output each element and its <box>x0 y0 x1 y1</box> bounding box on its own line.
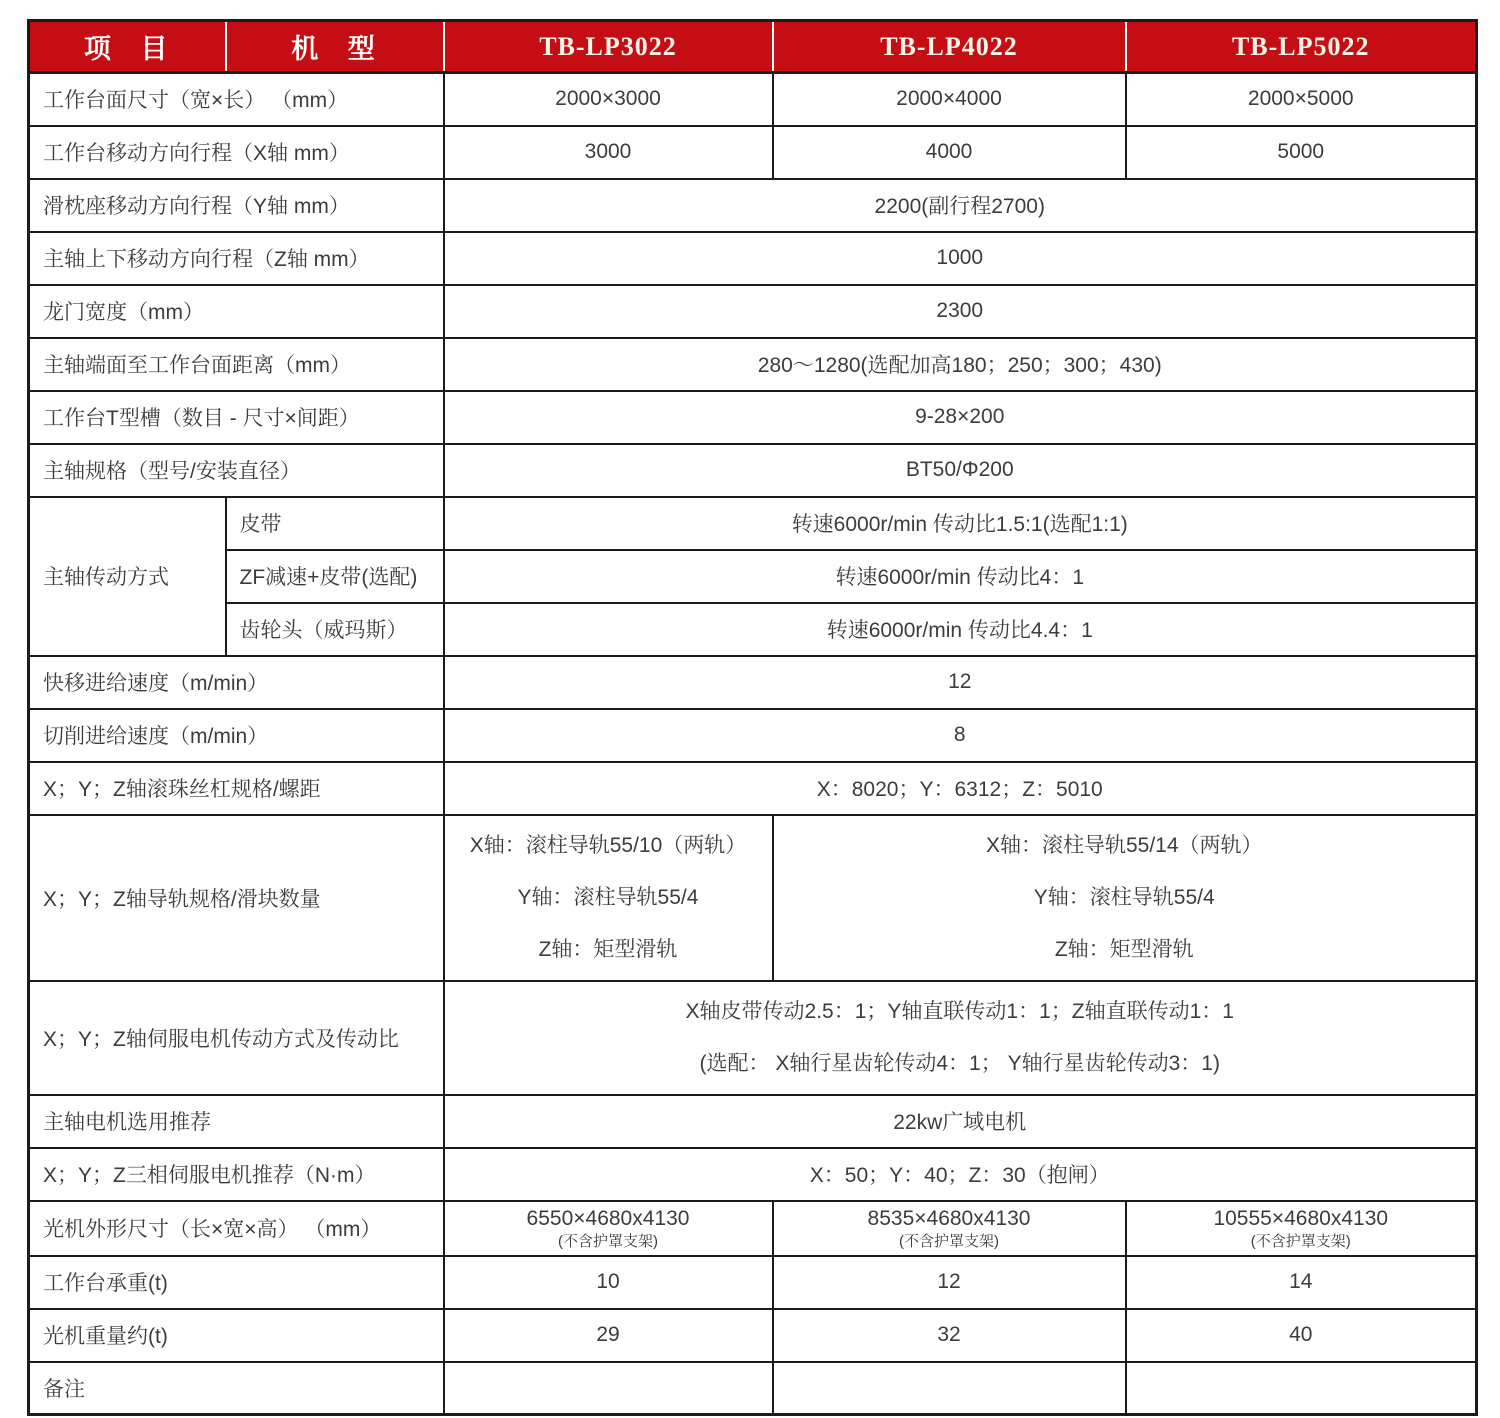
row-spindle-drive-belt <box>29 497 1477 550</box>
value-x-travel-1: 3000 <box>444 126 773 179</box>
label-guideway: X；Y；Z轴导轨规格/滑块数量 <box>29 815 444 981</box>
row-guideway <box>29 815 1477 981</box>
row-rapid-feed <box>29 656 1477 709</box>
label-t-slot: 工作台T型槽（数目 - 尺寸×间距） <box>29 391 444 444</box>
row-machine-weight <box>29 1309 1477 1362</box>
row-x-travel <box>29 126 1477 179</box>
value-servo-motor: X：50；Y：40；Z：30（抱闸） <box>444 1148 1477 1201</box>
model-1-name: TB-LP3022 <box>539 31 677 61</box>
label-dimensions: 光机外形尺寸（长×宽×高） （mm） <box>29 1201 444 1256</box>
value-table-load-2: 12 <box>773 1256 1126 1309</box>
header-model-2 <box>773 21 1126 73</box>
header-model-label: 机 型 <box>291 34 378 64</box>
guideway-model1-z: Z轴：矩型滑轨 <box>538 937 678 961</box>
dimensions-2-main: 8535×4680x4130 <box>867 1206 1031 1230</box>
value-dimensions-3 <box>1126 1201 1477 1256</box>
row-spindle-to-table <box>29 338 1477 391</box>
header-model <box>226 21 444 73</box>
model-3-name: TB-LP5022 <box>1231 31 1370 61</box>
dimensions-2-note: (不含护罩支架) <box>899 1232 999 1250</box>
value-machine-weight-3: 40 <box>1126 1309 1477 1362</box>
servo-drive-optional: (选配： X轴行星齿轮传动4：1； Y轴行星齿轮传动3：1) <box>699 1051 1220 1075</box>
dimensions-3-note: (不含护罩支架) <box>1250 1232 1351 1250</box>
row-table-load <box>29 1256 1477 1309</box>
row-spindle-drive-zf <box>29 550 1477 603</box>
guideway-model23-y: Y轴：滚柱导轨55/4 <box>1033 885 1215 909</box>
value-guideway-model23 <box>773 815 1477 981</box>
value-dimensions-1 <box>444 1201 773 1256</box>
label-spindle-spec: 主轴规格（型号/安装直径） <box>29 444 444 497</box>
value-table-size-2: 2000×4000 <box>773 73 1126 126</box>
value-servo-drive <box>444 981 1477 1095</box>
servo-drive-standard: X轴皮带传动2.5：1；Y轴直联传动1：1；Z轴直联传动1：1 <box>685 999 1234 1023</box>
value-spindle-to-table: 280～1280(选配加高180；250；300；430) <box>444 338 1477 391</box>
value-guideway-model1 <box>444 815 773 981</box>
label-spindle-drive-zf: ZF减速+皮带(选配) <box>226 550 444 603</box>
value-spindle-motor: 22kw广域电机 <box>444 1095 1477 1148</box>
row-spindle-spec <box>29 444 1477 497</box>
value-spindle-drive-gear: 转速6000r/min 传动比4.4：1 <box>444 603 1477 656</box>
guideway-model1-y: Y轴：滚柱导轨55/4 <box>517 885 699 909</box>
row-dimensions <box>29 1201 1477 1256</box>
value-table-load-3: 14 <box>1126 1256 1477 1309</box>
row-y-travel <box>29 179 1477 232</box>
dimensions-3-main: 10555×4680x4130 <box>1213 1206 1389 1230</box>
header-item <box>29 21 226 73</box>
row-ballscrew <box>29 762 1477 815</box>
label-spindle-drive-gear: 齿轮头（威玛斯） <box>226 603 444 656</box>
label-cutting-feed: 切削进给速度（m/min） <box>29 709 444 762</box>
label-servo-drive: X；Y；Z轴伺服电机传动方式及传动比 <box>29 981 444 1095</box>
model-2-name: TB-LP4022 <box>880 31 1018 61</box>
value-remarks-1 <box>444 1362 773 1415</box>
label-table-load: 工作台承重(t) <box>29 1256 444 1309</box>
label-machine-weight: 光机重量约(t) <box>29 1309 444 1362</box>
guideway-model23-x: X轴：滚柱导轨55/14（两轨） <box>985 833 1263 857</box>
row-table-size <box>29 73 1477 126</box>
row-gantry-width <box>29 285 1477 338</box>
spec-table <box>27 19 1478 1416</box>
dimensions-1-note: (不含护罩支架) <box>558 1232 658 1250</box>
header-item-label: 项 目 <box>83 34 171 64</box>
header-model-1 <box>444 21 773 73</box>
value-spindle-drive-zf: 转速6000r/min 传动比4：1 <box>444 550 1477 603</box>
label-servo-motor: X；Y；Z三相伺服电机推荐（N·m） <box>29 1148 444 1201</box>
label-y-travel: 滑枕座移动方向行程（Y轴 mm） <box>29 179 444 232</box>
row-spindle-motor <box>29 1095 1477 1148</box>
value-table-size-3: 2000×5000 <box>1126 73 1477 126</box>
value-table-load-1: 10 <box>444 1256 773 1309</box>
row-spindle-drive-gear <box>29 603 1477 656</box>
row-cutting-feed <box>29 709 1477 762</box>
label-spindle-to-table: 主轴端面至工作台面距离（mm） <box>29 338 444 391</box>
value-y-travel: 2200(副行程2700) <box>444 179 1477 232</box>
value-spindle-drive-belt: 转速6000r/min 传动比1.5:1(选配1:1) <box>444 497 1477 550</box>
row-servo-motor <box>29 1148 1477 1201</box>
value-t-slot: 9-28×200 <box>444 391 1477 444</box>
value-z-travel: 1000 <box>444 232 1477 285</box>
header-model-3 <box>1126 21 1477 73</box>
value-dimensions-2 <box>773 1201 1126 1256</box>
row-z-travel <box>29 232 1477 285</box>
label-spindle-drive: 主轴传动方式 <box>29 497 226 656</box>
guideway-model23-z: Z轴：矩型滑轨 <box>1054 937 1194 961</box>
value-x-travel-2: 4000 <box>773 126 1126 179</box>
row-t-slot <box>29 391 1477 444</box>
value-machine-weight-1: 29 <box>444 1309 773 1362</box>
value-remarks-3 <box>1126 1362 1477 1415</box>
value-table-size-1: 2000×3000 <box>444 73 773 126</box>
value-ballscrew: X：8020；Y：6312；Z：5010 <box>444 762 1477 815</box>
value-machine-weight-2: 32 <box>773 1309 1126 1362</box>
value-gantry-width: 2300 <box>444 285 1477 338</box>
label-spindle-drive-belt: 皮带 <box>226 497 444 550</box>
label-gantry-width: 龙门宽度（mm） <box>29 285 444 338</box>
dimensions-1-main: 6550×4680x4130 <box>526 1206 690 1230</box>
value-spindle-spec: BT50/Φ200 <box>444 444 1477 497</box>
row-servo-drive <box>29 981 1477 1095</box>
label-z-travel: 主轴上下移动方向行程（Z轴 mm） <box>29 232 444 285</box>
value-remarks-2 <box>773 1362 1126 1415</box>
guideway-model1-x: X轴：滚柱导轨55/10（两轨） <box>469 833 747 857</box>
label-remarks: 备注 <box>29 1362 444 1415</box>
label-ballscrew: X；Y；Z轴滚珠丝杠规格/螺距 <box>29 762 444 815</box>
value-x-travel-3: 5000 <box>1126 126 1477 179</box>
label-table-size: 工作台面尺寸（宽×长） （mm） <box>29 73 444 126</box>
label-spindle-motor: 主轴电机选用推荐 <box>29 1095 444 1148</box>
row-remarks <box>29 1362 1477 1415</box>
header-row <box>29 21 1477 73</box>
value-rapid-feed: 12 <box>444 656 1477 709</box>
label-rapid-feed: 快移进给速度（m/min） <box>29 656 444 709</box>
value-cutting-feed: 8 <box>444 709 1477 762</box>
label-x-travel: 工作台移动方向行程（X轴 mm） <box>29 126 444 179</box>
